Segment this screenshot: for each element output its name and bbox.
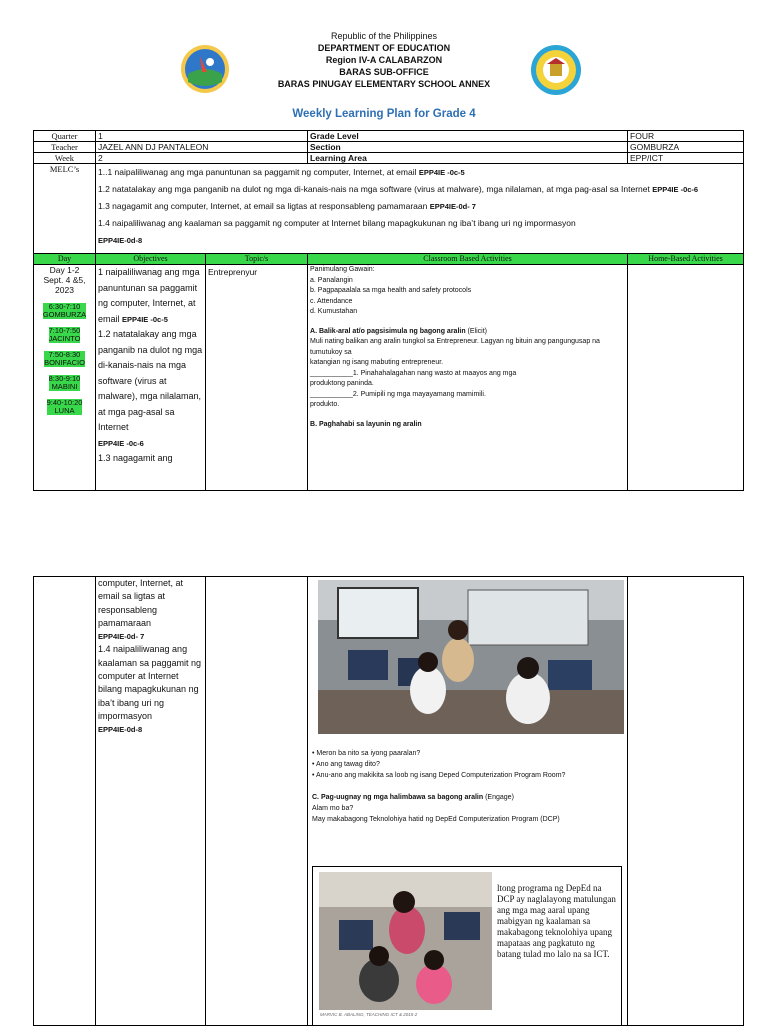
department-line: DEPARTMENT OF EDUCATION (317, 43, 451, 53)
melc-item-2: 1.2 natatalakay ang mga panganib na dulot ng mga di-kanais-nais na mga software (virus at malware), mga nilalaman, at mga pag-asal sa Internet (98, 184, 653, 194)
teacher-students-photo (319, 872, 492, 1010)
plan-title: Weekly Learning Plan for Grade 4 (292, 108, 476, 120)
schedule-time: 9:40-10:20 LUNA (46, 398, 83, 415)
section-a-item: produkto. (310, 401, 340, 408)
schedule-time: 7:10-7:50 JACINTO (48, 326, 81, 343)
grade-label: Grade Level (308, 131, 628, 142)
objective-2-code: EPP4IE -0c-6 (98, 438, 144, 448)
question-2: • Ano ang tawag dito? (312, 761, 380, 768)
lesson-plan-table (33, 130, 744, 491)
school-header (0, 30, 768, 90)
schedule-time: 8:30-9:10 MABINI (48, 374, 81, 391)
engagement-questions: • Meron ba nito sa iyong paaralan? • Ano ang tawag dito? • Anu-ano ang makikita sa loob ng isang Deped Computerization Program Room? C. Pag-uugnay ng mga halimbawa sa bagong aralin (Engage) Alam mo ba? May makabagong Teknolohiya hatid ng DepEd Computerization Program (DCP) (312, 748, 622, 825)
objective-4-code: EPP4IE-0d-8 (98, 725, 143, 735)
week-value: 2 (96, 153, 308, 164)
section-a-heading: A. Balik-aral at/o pagsisimula ng bagong aralin (310, 327, 466, 335)
question-3: • Anu-ano ang makikita sa loob ng isang Deped Computerization Program Room? (312, 772, 566, 779)
melc-item-3: 1.3 nagagamit ang computer, Internet, at email sa ligtas at responsableng pamamaraan (98, 201, 430, 211)
quarter-label: Quarter (34, 131, 96, 142)
melc-list (96, 164, 744, 254)
col-topic: Topic/s (206, 254, 308, 265)
section-a-item: produktong paninda. (310, 380, 374, 387)
suboffice-line: BARAS SUB-OFFICE (339, 67, 429, 77)
objective-3-code: EPP4IE-0d- 7 (98, 632, 145, 642)
melc-code-3: EPP4IE-0d- 7 (429, 202, 476, 211)
section-c-text: Alam mo ba? (312, 805, 354, 812)
intro-item: b. Pagpapaalala sa mga health and safety protocols (310, 287, 472, 294)
quarter-value: 1 (96, 131, 308, 142)
week-label: Week (34, 153, 96, 164)
intro-item: c. Attendance (310, 297, 353, 305)
learning-area-label: Learning Area (308, 153, 628, 164)
melc-code-4: EPP4IE-0d-8 (98, 236, 143, 245)
republic-line: Republic of the Philippines (330, 31, 438, 41)
section-c-text: May makabagong Teknolohiya hatid ng DepEd Computerization Program (DCP) (312, 816, 560, 823)
objective-3-start: 1.3 nagagamit ang (98, 453, 173, 463)
objectives-cell (96, 265, 206, 491)
section-c-heading: C. Pag-uugnay ng mga halimbawa sa bagong aralin (312, 794, 484, 801)
region-line: Region IV-A CALABARZON (325, 55, 443, 65)
classroom-activities-cell: Panimulang Gawain: a. Panalangin b. Pagpapaalala sa mga health and safety protocols c. Attendance d. Kumustahan A. Balik-aral at/o pagsisimula ng bagong aralin (Elicit) Muli nating balikan ang aralin tungkol sa Entrepreneur. Lagyan ng bituin ang pangungusap na tumutukoy sa katangian ng isang mabuting entrepreneur. ___________1. Pinahahalagahan nang wasto at maayos ang mga produktong paninda. ___________2. Pumipili ng mga mayayamang mamimili. produkto. B. Paghahabi sa layunin ng aralin (308, 265, 628, 491)
photo-caption: MARVIC B. ABALING, TEACHING ICT & 2015-2 (320, 1012, 418, 1017)
melc-item-1: 1..1 naipaliliwanag ang mga panuntunan sa paggamit ng computer, Internet, at email (98, 167, 419, 177)
section-a-text: Muli nating balikan ang aralin tungkol sa Entrepreneur. Lagyan ng bituin ang pangungusap na tumutukoy sa (310, 338, 600, 356)
objective-1-code: EPP4IE -0c-5 (122, 314, 168, 324)
learning-area-value: EPP/ICT (628, 153, 744, 164)
melc-code-2: EPP4IE -0c-6 (652, 185, 699, 194)
school-seal-icon (530, 44, 582, 96)
teacher-label: Teacher (34, 142, 96, 153)
melc-code-1: EPP4IE -0c-5 (418, 168, 465, 177)
col-day: Day (34, 254, 96, 265)
topic-cell: Entreprenyur (206, 265, 308, 491)
day-cell (34, 265, 96, 491)
section-b-heading: B. Paghahabi sa layunin ng aralin (310, 420, 422, 428)
col-objectives: Objectives (96, 254, 206, 265)
melc-label: MELC’s (34, 164, 96, 254)
section-value: GOMBURZA (628, 142, 744, 153)
section-a-text: katangian ng isang mabuting entrepreneur. (310, 359, 444, 366)
intro-item: a. Panalangin (310, 276, 353, 284)
objective-3-rest: computer, Internet, at email sa ligtas at responsableng pamamaraan (98, 578, 184, 628)
objective-1: 1 naipaliliwanag ang mga panuntunan sa paggamit ng computer, Internet, at email (98, 267, 200, 324)
computer-lab-photo (318, 580, 624, 734)
grade-value: FOUR (628, 131, 744, 142)
home-activities-cell-continued (628, 577, 744, 1026)
section-a-item: ___________2. Pumipili ng mga mayayamang mamimili. (310, 390, 486, 398)
objectives-cell-continued (96, 577, 206, 1026)
day-date: Sept. 4 &5, (43, 275, 86, 285)
day-year: 2023 (55, 285, 74, 295)
teacher-value: JAZEL ANN DJ PANTALEON (96, 142, 308, 153)
topic-cell-continued (206, 577, 308, 1026)
intro-heading: Panimulang Gawain: (310, 266, 375, 273)
day-range: Day 1-2 (49, 265, 80, 275)
schedule-time: 7:50-8:30 BONIFACIO (44, 350, 85, 367)
dcp-description: ltong programa ng DepEd na DCP ay naglalayong matulungan ang mga mag aaral upang mabigyan ng kaalaman sa makabagong teknolohiya upang mapataas ang pagkatuto ng batang tulad mo lalo na sa ICT. (497, 883, 616, 959)
col-classroom: Classroom Based Activities (308, 254, 628, 265)
objective-2: 1.2 natatalakay ang mga panganib na dulot ng mga di-kanais-nais na mga software (virus at malware), mga nilalaman, at mga pag-asal sa Internet (98, 329, 203, 432)
intro-item: d. Kumustahan (310, 308, 358, 315)
col-home: Home-Based Activities (628, 254, 744, 265)
schedule-time: 6:30-7:10 GOMBURZA (42, 302, 87, 319)
melc-item-4: 1.4 naipaliliwanag ang kaalaman sa paggamit ng computer at Internet bilang mapagkukunan ng iba’t ibang uri ng impormasyon (98, 218, 576, 228)
question-1: • Meron ba nito sa iyong paaralan? (312, 750, 421, 757)
section-label: Section (308, 142, 628, 153)
school-name: BARAS PINUGAY ELEMENTARY SCHOOL ANNEX (277, 79, 491, 89)
day-cell-continued (34, 577, 96, 1026)
section-a-item: ___________1. Pinahahalagahan nang wasto at maayos ang mga (310, 369, 517, 377)
objective-4: 1.4 naipaliliwanag ang kaalaman sa paggamit ng computer at Internet bilang mapagkukunan ng iba’t ibang uri ng impormasyon (98, 644, 202, 721)
deped-seal-icon (180, 44, 230, 94)
home-activities-cell (628, 265, 744, 491)
